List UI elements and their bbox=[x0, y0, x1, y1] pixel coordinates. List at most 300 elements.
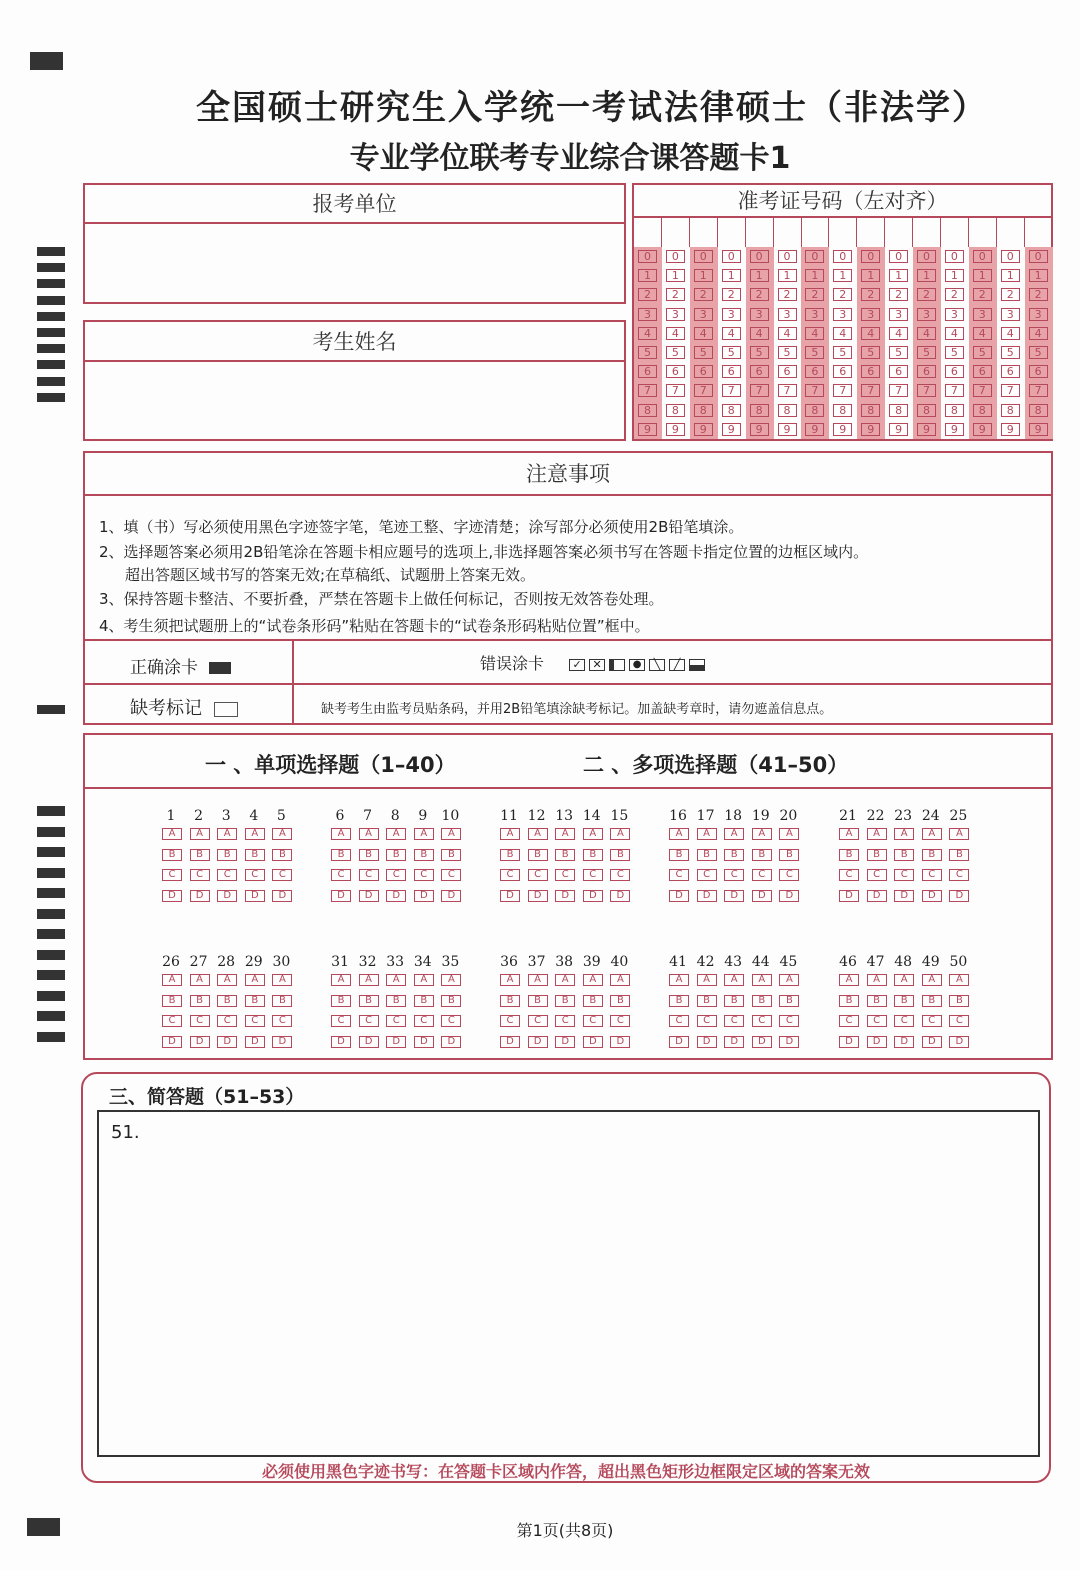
exam-id-bubble[interactable]: 2 bbox=[1029, 288, 1048, 301]
option-bubble-a[interactable]: A bbox=[610, 828, 630, 840]
option-bubble-b[interactable]: B bbox=[779, 995, 799, 1007]
exam-id-bubble[interactable]: 0 bbox=[805, 250, 824, 263]
exam-id-bubble[interactable]: 6 bbox=[694, 365, 713, 378]
option-bubble-b[interactable]: B bbox=[949, 849, 969, 861]
exam-id-bubble[interactable]: 4 bbox=[833, 327, 852, 340]
exam-id-digit-cell[interactable] bbox=[941, 217, 969, 247]
option-bubble-b[interactable]: B bbox=[610, 995, 630, 1007]
option-bubble-b[interactable]: B bbox=[949, 995, 969, 1007]
exam-id-bubble[interactable]: 2 bbox=[666, 288, 685, 301]
option-bubble-d[interactable]: D bbox=[331, 1036, 351, 1048]
option-bubble-d[interactable]: D bbox=[359, 890, 379, 902]
option-bubble-b[interactable]: B bbox=[386, 995, 406, 1007]
option-bubble-c[interactable]: C bbox=[583, 1015, 603, 1027]
exam-id-bubble[interactable]: 9 bbox=[917, 423, 936, 436]
option-bubble-d[interactable]: D bbox=[922, 1036, 942, 1048]
exam-id-bubble[interactable]: 5 bbox=[722, 346, 741, 359]
exam-id-bubble[interactable]: 9 bbox=[945, 423, 964, 436]
exam-id-bubble[interactable]: 5 bbox=[889, 346, 908, 359]
option-bubble-a[interactable]: A bbox=[359, 974, 379, 986]
option-bubble-c[interactable]: C bbox=[272, 1015, 292, 1027]
option-bubble-a[interactable]: A bbox=[555, 974, 575, 986]
exam-id-bubble[interactable]: 4 bbox=[722, 327, 741, 340]
option-bubble-b[interactable]: B bbox=[272, 849, 292, 861]
exam-id-bubble[interactable]: 6 bbox=[805, 365, 824, 378]
exam-id-bubble[interactable]: 4 bbox=[1001, 327, 1020, 340]
option-bubble-b[interactable]: B bbox=[583, 849, 603, 861]
exam-id-bubble[interactable]: 0 bbox=[833, 250, 852, 263]
exam-id-bubble[interactable]: 7 bbox=[861, 384, 880, 397]
option-bubble-a[interactable]: A bbox=[245, 974, 265, 986]
exam-id-bubble[interactable]: 5 bbox=[973, 346, 992, 359]
option-bubble-d[interactable]: D bbox=[359, 1036, 379, 1048]
exam-id-bubble[interactable]: 3 bbox=[805, 308, 824, 321]
exam-id-bubble[interactable]: 5 bbox=[638, 346, 657, 359]
option-bubble-c[interactable]: C bbox=[894, 869, 914, 881]
exam-id-bubble[interactable]: 0 bbox=[694, 250, 713, 263]
option-bubble-a[interactable]: A bbox=[669, 974, 689, 986]
option-bubble-b[interactable]: B bbox=[922, 995, 942, 1007]
exam-id-bubble[interactable]: 6 bbox=[1001, 365, 1020, 378]
option-bubble-d[interactable]: D bbox=[500, 1036, 520, 1048]
option-bubble-a[interactable]: A bbox=[894, 828, 914, 840]
option-bubble-c[interactable]: C bbox=[245, 1015, 265, 1027]
option-bubble-a[interactable]: A bbox=[752, 828, 772, 840]
option-bubble-c[interactable]: C bbox=[500, 1015, 520, 1027]
exam-id-bubble[interactable]: 3 bbox=[1029, 308, 1048, 321]
exam-id-bubble[interactable]: 1 bbox=[750, 269, 769, 282]
option-bubble-a[interactable]: A bbox=[414, 828, 434, 840]
exam-id-bubble[interactable]: 9 bbox=[694, 423, 713, 436]
option-bubble-d[interactable]: D bbox=[217, 1036, 237, 1048]
exam-id-bubble[interactable]: 2 bbox=[945, 288, 964, 301]
option-bubble-c[interactable]: C bbox=[669, 1015, 689, 1027]
exam-id-bubble[interactable]: 2 bbox=[750, 288, 769, 301]
option-bubble-d[interactable]: D bbox=[949, 1036, 969, 1048]
option-bubble-b[interactable]: B bbox=[162, 995, 182, 1007]
option-bubble-a[interactable]: A bbox=[583, 828, 603, 840]
answer-51-area[interactable] bbox=[97, 1110, 1040, 1457]
option-bubble-c[interactable]: C bbox=[752, 869, 772, 881]
option-bubble-c[interactable]: C bbox=[359, 1015, 379, 1027]
exam-id-bubble[interactable]: 7 bbox=[1001, 384, 1020, 397]
exam-id-bubble[interactable]: 3 bbox=[666, 308, 685, 321]
option-bubble-a[interactable]: A bbox=[217, 974, 237, 986]
option-bubble-b[interactable]: B bbox=[331, 849, 351, 861]
exam-id-bubble[interactable]: 5 bbox=[1001, 346, 1020, 359]
option-bubble-c[interactable]: C bbox=[441, 1015, 461, 1027]
exam-id-digit-cell[interactable] bbox=[829, 217, 857, 247]
exam-id-bubble[interactable]: 1 bbox=[666, 269, 685, 282]
option-bubble-a[interactable]: A bbox=[331, 828, 351, 840]
option-bubble-c[interactable]: C bbox=[894, 1015, 914, 1027]
option-bubble-c[interactable]: C bbox=[528, 1015, 548, 1027]
exam-id-bubble[interactable]: 1 bbox=[917, 269, 936, 282]
exam-id-bubble[interactable]: 0 bbox=[722, 250, 741, 263]
option-bubble-b[interactable]: B bbox=[839, 995, 859, 1007]
option-bubble-d[interactable]: D bbox=[779, 890, 799, 902]
option-bubble-a[interactable]: A bbox=[528, 974, 548, 986]
exam-id-bubble[interactable]: 3 bbox=[917, 308, 936, 321]
option-bubble-a[interactable]: A bbox=[245, 828, 265, 840]
exam-id-bubble[interactable]: 7 bbox=[945, 384, 964, 397]
exam-id-bubble[interactable]: 5 bbox=[694, 346, 713, 359]
option-bubble-b[interactable]: B bbox=[697, 849, 717, 861]
exam-id-bubble[interactable]: 4 bbox=[805, 327, 824, 340]
exam-id-digit-cell[interactable] bbox=[774, 217, 802, 247]
exam-id-bubble[interactable]: 9 bbox=[889, 423, 908, 436]
exam-id-bubble[interactable]: 8 bbox=[750, 404, 769, 417]
option-bubble-a[interactable]: A bbox=[386, 828, 406, 840]
exam-id-bubble[interactable]: 2 bbox=[778, 288, 797, 301]
exam-id-bubble[interactable]: 3 bbox=[638, 308, 657, 321]
option-bubble-d[interactable]: D bbox=[867, 1036, 887, 1048]
exam-id-bubble[interactable]: 0 bbox=[945, 250, 964, 263]
option-bubble-d[interactable]: D bbox=[894, 890, 914, 902]
option-bubble-a[interactable]: A bbox=[949, 828, 969, 840]
option-bubble-b[interactable]: B bbox=[441, 849, 461, 861]
exam-id-bubble[interactable]: 0 bbox=[889, 250, 908, 263]
exam-id-bubble[interactable]: 9 bbox=[833, 423, 852, 436]
option-bubble-c[interactable]: C bbox=[697, 1015, 717, 1027]
exam-id-bubble[interactable]: 6 bbox=[722, 365, 741, 378]
exam-id-digit-cell[interactable] bbox=[969, 217, 997, 247]
exam-id-bubble[interactable]: 8 bbox=[638, 404, 657, 417]
exam-id-bubble[interactable]: 7 bbox=[1029, 384, 1048, 397]
option-bubble-a[interactable]: A bbox=[555, 828, 575, 840]
option-bubble-c[interactable]: C bbox=[217, 869, 237, 881]
option-bubble-a[interactable]: A bbox=[441, 974, 461, 986]
option-bubble-d[interactable]: D bbox=[894, 1036, 914, 1048]
exam-id-digit-cell[interactable] bbox=[662, 217, 690, 247]
option-bubble-d[interactable]: D bbox=[386, 890, 406, 902]
option-bubble-a[interactable]: A bbox=[272, 828, 292, 840]
option-bubble-b[interactable]: B bbox=[359, 849, 379, 861]
option-bubble-c[interactable]: C bbox=[669, 869, 689, 881]
exam-id-bubble[interactable]: 3 bbox=[750, 308, 769, 321]
exam-id-bubble[interactable]: 4 bbox=[666, 327, 685, 340]
option-bubble-b[interactable]: B bbox=[272, 995, 292, 1007]
exam-id-bubble[interactable]: 1 bbox=[805, 269, 824, 282]
exam-id-bubble[interactable]: 4 bbox=[945, 327, 964, 340]
unit-input[interactable] bbox=[91, 229, 618, 298]
option-bubble-b[interactable]: B bbox=[386, 849, 406, 861]
option-bubble-b[interactable]: B bbox=[610, 849, 630, 861]
option-bubble-d[interactable]: D bbox=[779, 1036, 799, 1048]
option-bubble-a[interactable]: A bbox=[331, 974, 351, 986]
option-bubble-d[interactable]: D bbox=[922, 890, 942, 902]
option-bubble-d[interactable]: D bbox=[414, 890, 434, 902]
option-bubble-c[interactable]: C bbox=[949, 869, 969, 881]
option-bubble-b[interactable]: B bbox=[441, 995, 461, 1007]
option-bubble-c[interactable]: C bbox=[386, 1015, 406, 1027]
exam-id-bubble[interactable]: 5 bbox=[750, 346, 769, 359]
option-bubble-c[interactable]: C bbox=[583, 869, 603, 881]
option-bubble-c[interactable]: C bbox=[414, 1015, 434, 1027]
option-bubble-a[interactable]: A bbox=[894, 974, 914, 986]
exam-id-bubble[interactable]: 9 bbox=[973, 423, 992, 436]
option-bubble-d[interactable]: D bbox=[386, 1036, 406, 1048]
exam-id-bubble[interactable]: 2 bbox=[722, 288, 741, 301]
exam-id-bubble[interactable]: 3 bbox=[778, 308, 797, 321]
exam-id-digit-cell[interactable] bbox=[913, 217, 941, 247]
exam-id-bubble[interactable]: 6 bbox=[889, 365, 908, 378]
exam-id-bubble[interactable]: 1 bbox=[694, 269, 713, 282]
option-bubble-d[interactable]: D bbox=[867, 890, 887, 902]
option-bubble-d[interactable]: D bbox=[217, 890, 237, 902]
option-bubble-d[interactable]: D bbox=[272, 890, 292, 902]
option-bubble-a[interactable]: A bbox=[724, 974, 744, 986]
exam-id-bubble[interactable]: 8 bbox=[945, 404, 964, 417]
exam-id-bubble[interactable]: 7 bbox=[722, 384, 741, 397]
exam-id-digit-cell[interactable] bbox=[746, 217, 774, 247]
exam-id-bubble[interactable]: 3 bbox=[973, 308, 992, 321]
absent-checkbox[interactable] bbox=[214, 702, 238, 717]
option-bubble-b[interactable]: B bbox=[217, 849, 237, 861]
option-bubble-a[interactable]: A bbox=[867, 974, 887, 986]
exam-id-digit-cell[interactable] bbox=[690, 217, 718, 247]
exam-id-digit-cell[interactable] bbox=[1025, 217, 1053, 247]
exam-id-bubble[interactable]: 1 bbox=[973, 269, 992, 282]
exam-id-bubble[interactable]: 3 bbox=[1001, 308, 1020, 321]
option-bubble-a[interactable]: A bbox=[190, 974, 210, 986]
exam-id-bubble[interactable]: 6 bbox=[750, 365, 769, 378]
option-bubble-d[interactable]: D bbox=[331, 890, 351, 902]
exam-id-bubble[interactable]: 1 bbox=[889, 269, 908, 282]
option-bubble-b[interactable]: B bbox=[894, 995, 914, 1007]
option-bubble-b[interactable]: B bbox=[528, 849, 548, 861]
option-bubble-d[interactable]: D bbox=[839, 890, 859, 902]
exam-id-bubble[interactable]: 5 bbox=[805, 346, 824, 359]
option-bubble-b[interactable]: B bbox=[245, 849, 265, 861]
exam-id-bubble[interactable]: 1 bbox=[945, 269, 964, 282]
option-bubble-c[interactable]: C bbox=[839, 1015, 859, 1027]
exam-id-bubble[interactable]: 6 bbox=[778, 365, 797, 378]
option-bubble-c[interactable]: C bbox=[190, 869, 210, 881]
exam-id-bubble[interactable]: 5 bbox=[1029, 346, 1048, 359]
exam-id-bubble[interactable]: 8 bbox=[778, 404, 797, 417]
exam-id-bubble[interactable]: 8 bbox=[666, 404, 685, 417]
option-bubble-c[interactable]: C bbox=[272, 869, 292, 881]
option-bubble-b[interactable]: B bbox=[555, 849, 575, 861]
exam-id-bubble[interactable]: 0 bbox=[1001, 250, 1020, 263]
option-bubble-a[interactable]: A bbox=[779, 974, 799, 986]
exam-id-bubble[interactable]: 0 bbox=[750, 250, 769, 263]
exam-id-bubble[interactable]: 4 bbox=[778, 327, 797, 340]
option-bubble-a[interactable]: A bbox=[583, 974, 603, 986]
exam-id-digit-cell[interactable] bbox=[857, 217, 885, 247]
option-bubble-d[interactable]: D bbox=[697, 890, 717, 902]
option-bubble-a[interactable]: A bbox=[441, 828, 461, 840]
option-bubble-a[interactable]: A bbox=[190, 828, 210, 840]
option-bubble-c[interactable]: C bbox=[867, 1015, 887, 1027]
option-bubble-a[interactable]: A bbox=[162, 828, 182, 840]
option-bubble-b[interactable]: B bbox=[162, 849, 182, 861]
option-bubble-a[interactable]: A bbox=[697, 974, 717, 986]
exam-id-bubble[interactable]: 5 bbox=[861, 346, 880, 359]
option-bubble-d[interactable]: D bbox=[441, 1036, 461, 1048]
exam-id-digit-cell[interactable] bbox=[997, 217, 1025, 247]
exam-id-bubble[interactable]: 1 bbox=[861, 269, 880, 282]
exam-id-bubble[interactable]: 8 bbox=[722, 404, 741, 417]
option-bubble-a[interactable]: A bbox=[779, 828, 799, 840]
exam-id-bubble[interactable]: 9 bbox=[805, 423, 824, 436]
option-bubble-c[interactable]: C bbox=[610, 1015, 630, 1027]
option-bubble-a[interactable]: A bbox=[839, 974, 859, 986]
exam-id-bubble[interactable]: 6 bbox=[861, 365, 880, 378]
option-bubble-d[interactable]: D bbox=[610, 890, 630, 902]
exam-id-bubble[interactable]: 1 bbox=[722, 269, 741, 282]
exam-id-bubble[interactable]: 3 bbox=[889, 308, 908, 321]
option-bubble-a[interactable]: A bbox=[217, 828, 237, 840]
option-bubble-b[interactable]: B bbox=[500, 995, 520, 1007]
option-bubble-a[interactable]: A bbox=[500, 974, 520, 986]
exam-id-bubble[interactable]: 0 bbox=[1029, 250, 1048, 263]
option-bubble-b[interactable]: B bbox=[894, 849, 914, 861]
option-bubble-c[interactable]: C bbox=[359, 869, 379, 881]
option-bubble-c[interactable]: C bbox=[610, 869, 630, 881]
option-bubble-b[interactable]: B bbox=[414, 995, 434, 1007]
exam-id-bubble[interactable]: 9 bbox=[778, 423, 797, 436]
option-bubble-b[interactable]: B bbox=[669, 995, 689, 1007]
option-bubble-d[interactable]: D bbox=[610, 1036, 630, 1048]
exam-id-bubble[interactable]: 7 bbox=[889, 384, 908, 397]
option-bubble-d[interactable]: D bbox=[839, 1036, 859, 1048]
exam-id-bubble[interactable]: 2 bbox=[861, 288, 880, 301]
exam-id-bubble[interactable]: 6 bbox=[666, 365, 685, 378]
option-bubble-a[interactable]: A bbox=[528, 828, 548, 840]
option-bubble-a[interactable]: A bbox=[500, 828, 520, 840]
option-bubble-a[interactable]: A bbox=[922, 974, 942, 986]
exam-id-bubble[interactable]: 6 bbox=[638, 365, 657, 378]
option-bubble-d[interactable]: D bbox=[441, 890, 461, 902]
exam-id-bubble[interactable]: 2 bbox=[973, 288, 992, 301]
exam-id-bubble[interactable]: 8 bbox=[1029, 404, 1048, 417]
option-bubble-c[interactable]: C bbox=[414, 869, 434, 881]
option-bubble-b[interactable]: B bbox=[724, 849, 744, 861]
option-bubble-a[interactable]: A bbox=[922, 828, 942, 840]
option-bubble-b[interactable]: B bbox=[190, 995, 210, 1007]
exam-id-bubble[interactable]: 7 bbox=[805, 384, 824, 397]
option-bubble-c[interactable]: C bbox=[555, 869, 575, 881]
option-bubble-d[interactable]: D bbox=[245, 1036, 265, 1048]
option-bubble-b[interactable]: B bbox=[669, 849, 689, 861]
option-bubble-b[interactable]: B bbox=[839, 849, 859, 861]
option-bubble-d[interactable]: D bbox=[555, 1036, 575, 1048]
exam-id-bubble[interactable]: 3 bbox=[722, 308, 741, 321]
exam-id-bubble[interactable]: 6 bbox=[833, 365, 852, 378]
option-bubble-a[interactable]: A bbox=[724, 828, 744, 840]
exam-id-bubble[interactable]: 9 bbox=[1001, 423, 1020, 436]
exam-id-bubble[interactable]: 9 bbox=[1029, 423, 1048, 436]
option-bubble-d[interactable]: D bbox=[583, 1036, 603, 1048]
option-bubble-c[interactable]: C bbox=[386, 869, 406, 881]
option-bubble-d[interactable]: D bbox=[272, 1036, 292, 1048]
exam-id-bubble[interactable]: 0 bbox=[973, 250, 992, 263]
option-bubble-b[interactable]: B bbox=[528, 995, 548, 1007]
option-bubble-d[interactable]: D bbox=[162, 1036, 182, 1048]
exam-id-bubble[interactable]: 7 bbox=[973, 384, 992, 397]
exam-id-bubble[interactable]: 2 bbox=[917, 288, 936, 301]
exam-id-bubble[interactable]: 8 bbox=[1001, 404, 1020, 417]
exam-id-digit-cell[interactable] bbox=[634, 217, 662, 247]
exam-id-bubble[interactable]: 0 bbox=[917, 250, 936, 263]
option-bubble-a[interactable]: A bbox=[697, 828, 717, 840]
exam-id-bubble[interactable]: 2 bbox=[889, 288, 908, 301]
exam-id-bubble[interactable]: 4 bbox=[973, 327, 992, 340]
exam-id-bubble[interactable]: 1 bbox=[778, 269, 797, 282]
exam-id-bubble[interactable]: 2 bbox=[638, 288, 657, 301]
exam-id-bubble[interactable]: 3 bbox=[833, 308, 852, 321]
option-bubble-d[interactable]: D bbox=[245, 890, 265, 902]
option-bubble-b[interactable]: B bbox=[752, 995, 772, 1007]
exam-id-bubble[interactable]: 8 bbox=[805, 404, 824, 417]
exam-id-bubble[interactable]: 8 bbox=[973, 404, 992, 417]
exam-id-bubble[interactable]: 7 bbox=[778, 384, 797, 397]
option-bubble-a[interactable]: A bbox=[949, 974, 969, 986]
option-bubble-c[interactable]: C bbox=[779, 1015, 799, 1027]
option-bubble-c[interactable]: C bbox=[922, 1015, 942, 1027]
option-bubble-c[interactable]: C bbox=[752, 1015, 772, 1027]
exam-id-bubble[interactable]: 5 bbox=[778, 346, 797, 359]
exam-id-bubble[interactable]: 2 bbox=[805, 288, 824, 301]
exam-id-bubble[interactable]: 3 bbox=[861, 308, 880, 321]
option-bubble-b[interactable]: B bbox=[245, 995, 265, 1007]
option-bubble-d[interactable]: D bbox=[669, 1036, 689, 1048]
exam-id-bubble[interactable]: 3 bbox=[694, 308, 713, 321]
option-bubble-c[interactable]: C bbox=[555, 1015, 575, 1027]
exam-id-bubble[interactable]: 0 bbox=[666, 250, 685, 263]
exam-id-bubble[interactable]: 0 bbox=[638, 250, 657, 263]
option-bubble-a[interactable]: A bbox=[162, 974, 182, 986]
option-bubble-d[interactable]: D bbox=[752, 1036, 772, 1048]
exam-id-digit-cell[interactable] bbox=[801, 217, 829, 247]
exam-id-bubble[interactable]: 0 bbox=[861, 250, 880, 263]
option-bubble-a[interactable]: A bbox=[669, 828, 689, 840]
option-bubble-b[interactable]: B bbox=[583, 995, 603, 1007]
option-bubble-c[interactable]: C bbox=[949, 1015, 969, 1027]
option-bubble-d[interactable]: D bbox=[500, 890, 520, 902]
option-bubble-d[interactable]: D bbox=[724, 1036, 744, 1048]
option-bubble-b[interactable]: B bbox=[752, 849, 772, 861]
option-bubble-a[interactable]: A bbox=[867, 828, 887, 840]
exam-id-bubble[interactable]: 7 bbox=[638, 384, 657, 397]
option-bubble-d[interactable]: D bbox=[162, 890, 182, 902]
exam-id-bubble[interactable]: 3 bbox=[945, 308, 964, 321]
option-bubble-b[interactable]: B bbox=[190, 849, 210, 861]
option-bubble-c[interactable]: C bbox=[331, 869, 351, 881]
exam-id-digit-cell[interactable] bbox=[885, 217, 913, 247]
option-bubble-b[interactable]: B bbox=[359, 995, 379, 1007]
exam-id-bubble[interactable]: 8 bbox=[917, 404, 936, 417]
exam-id-bubble[interactable]: 4 bbox=[917, 327, 936, 340]
option-bubble-a[interactable]: A bbox=[272, 974, 292, 986]
option-bubble-c[interactable]: C bbox=[528, 869, 548, 881]
exam-id-bubble[interactable]: 7 bbox=[750, 384, 769, 397]
exam-id-bubble[interactable]: 2 bbox=[1001, 288, 1020, 301]
exam-id-bubble[interactable]: 4 bbox=[750, 327, 769, 340]
option-bubble-d[interactable]: D bbox=[414, 1036, 434, 1048]
exam-id-bubble[interactable]: 8 bbox=[833, 404, 852, 417]
option-bubble-d[interactable]: D bbox=[528, 1036, 548, 1048]
exam-id-bubble[interactable]: 7 bbox=[833, 384, 852, 397]
option-bubble-b[interactable]: B bbox=[922, 849, 942, 861]
exam-id-bubble[interactable]: 5 bbox=[666, 346, 685, 359]
exam-id-bubble[interactable]: 4 bbox=[889, 327, 908, 340]
option-bubble-d[interactable]: D bbox=[949, 890, 969, 902]
option-bubble-b[interactable]: B bbox=[414, 849, 434, 861]
option-bubble-c[interactable]: C bbox=[922, 869, 942, 881]
